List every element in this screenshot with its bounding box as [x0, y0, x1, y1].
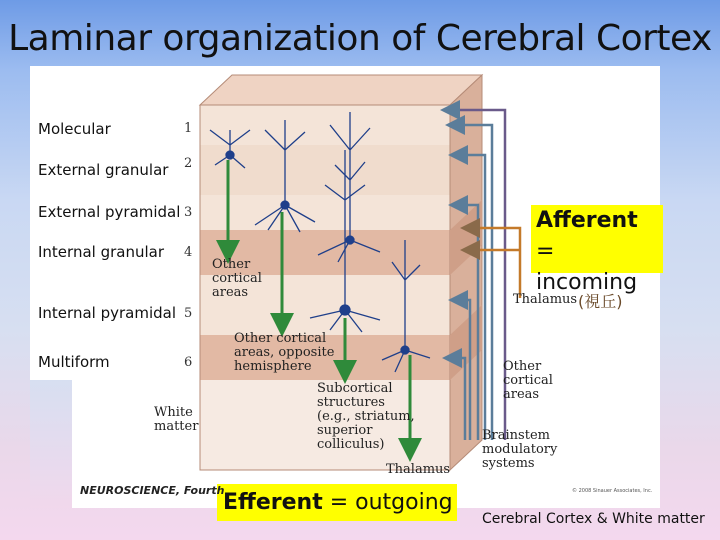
thalamus-kanji: (視丘): [578, 292, 623, 311]
afferent-source-thalamus: Thalamus: [513, 292, 578, 307]
figure-credit: NEUROSCIENCE, Fourth: [80, 484, 225, 497]
block-top-face: [200, 75, 482, 105]
afferent-callout: Afferent = incoming: [531, 205, 663, 273]
figure-copyright: © 2008 Sinauer Associates, Inc.: [572, 488, 653, 494]
efferent-target-thalamus: Thalamus: [386, 462, 451, 477]
efferent-target-other-cortical: Other cortical areas: [212, 257, 262, 300]
slide-title: Laminar organization of Cerebral Cortex: [8, 18, 712, 59]
layer-number-6: 6: [184, 355, 193, 370]
layer-band-3: [200, 195, 450, 230]
footer-caption: Cerebral Cortex & White matter: [482, 511, 705, 527]
layer-label-internal-pyramidal: Internal pyramidal: [38, 304, 176, 322]
layer-number-4: 4: [184, 245, 193, 260]
layer-label-internal-granular: Internal granular: [38, 243, 164, 261]
layer-label-external-pyramidal: External pyramidal: [38, 203, 181, 221]
efferent-callout: Efferent = outgoing: [217, 484, 457, 521]
layer-number-3: 3: [184, 205, 193, 220]
layer-label-molecular: Molecular: [38, 120, 111, 138]
layer-band-2: [200, 145, 450, 195]
afferent-source-other-cortical: Other cortical areas: [503, 359, 553, 402]
layer-number-1: 1: [184, 121, 193, 136]
afferent-source-brainstem: Brainstem modulatory systems: [482, 428, 558, 471]
layer-label-multiform: Multiform: [38, 353, 110, 371]
efferent-target-subcortical: Subcortical structures (e.g., striatum, superior colliculus): [317, 381, 415, 452]
layer-label-external-granular: External granular: [38, 161, 169, 179]
layer-number-5: 5: [184, 306, 193, 321]
efferent-target-opposite-hemisphere: Other cortical areas, opposite hemisphere: [234, 331, 335, 374]
white-matter-label: White matter: [154, 405, 199, 434]
layer-number-2: 2: [184, 156, 193, 171]
